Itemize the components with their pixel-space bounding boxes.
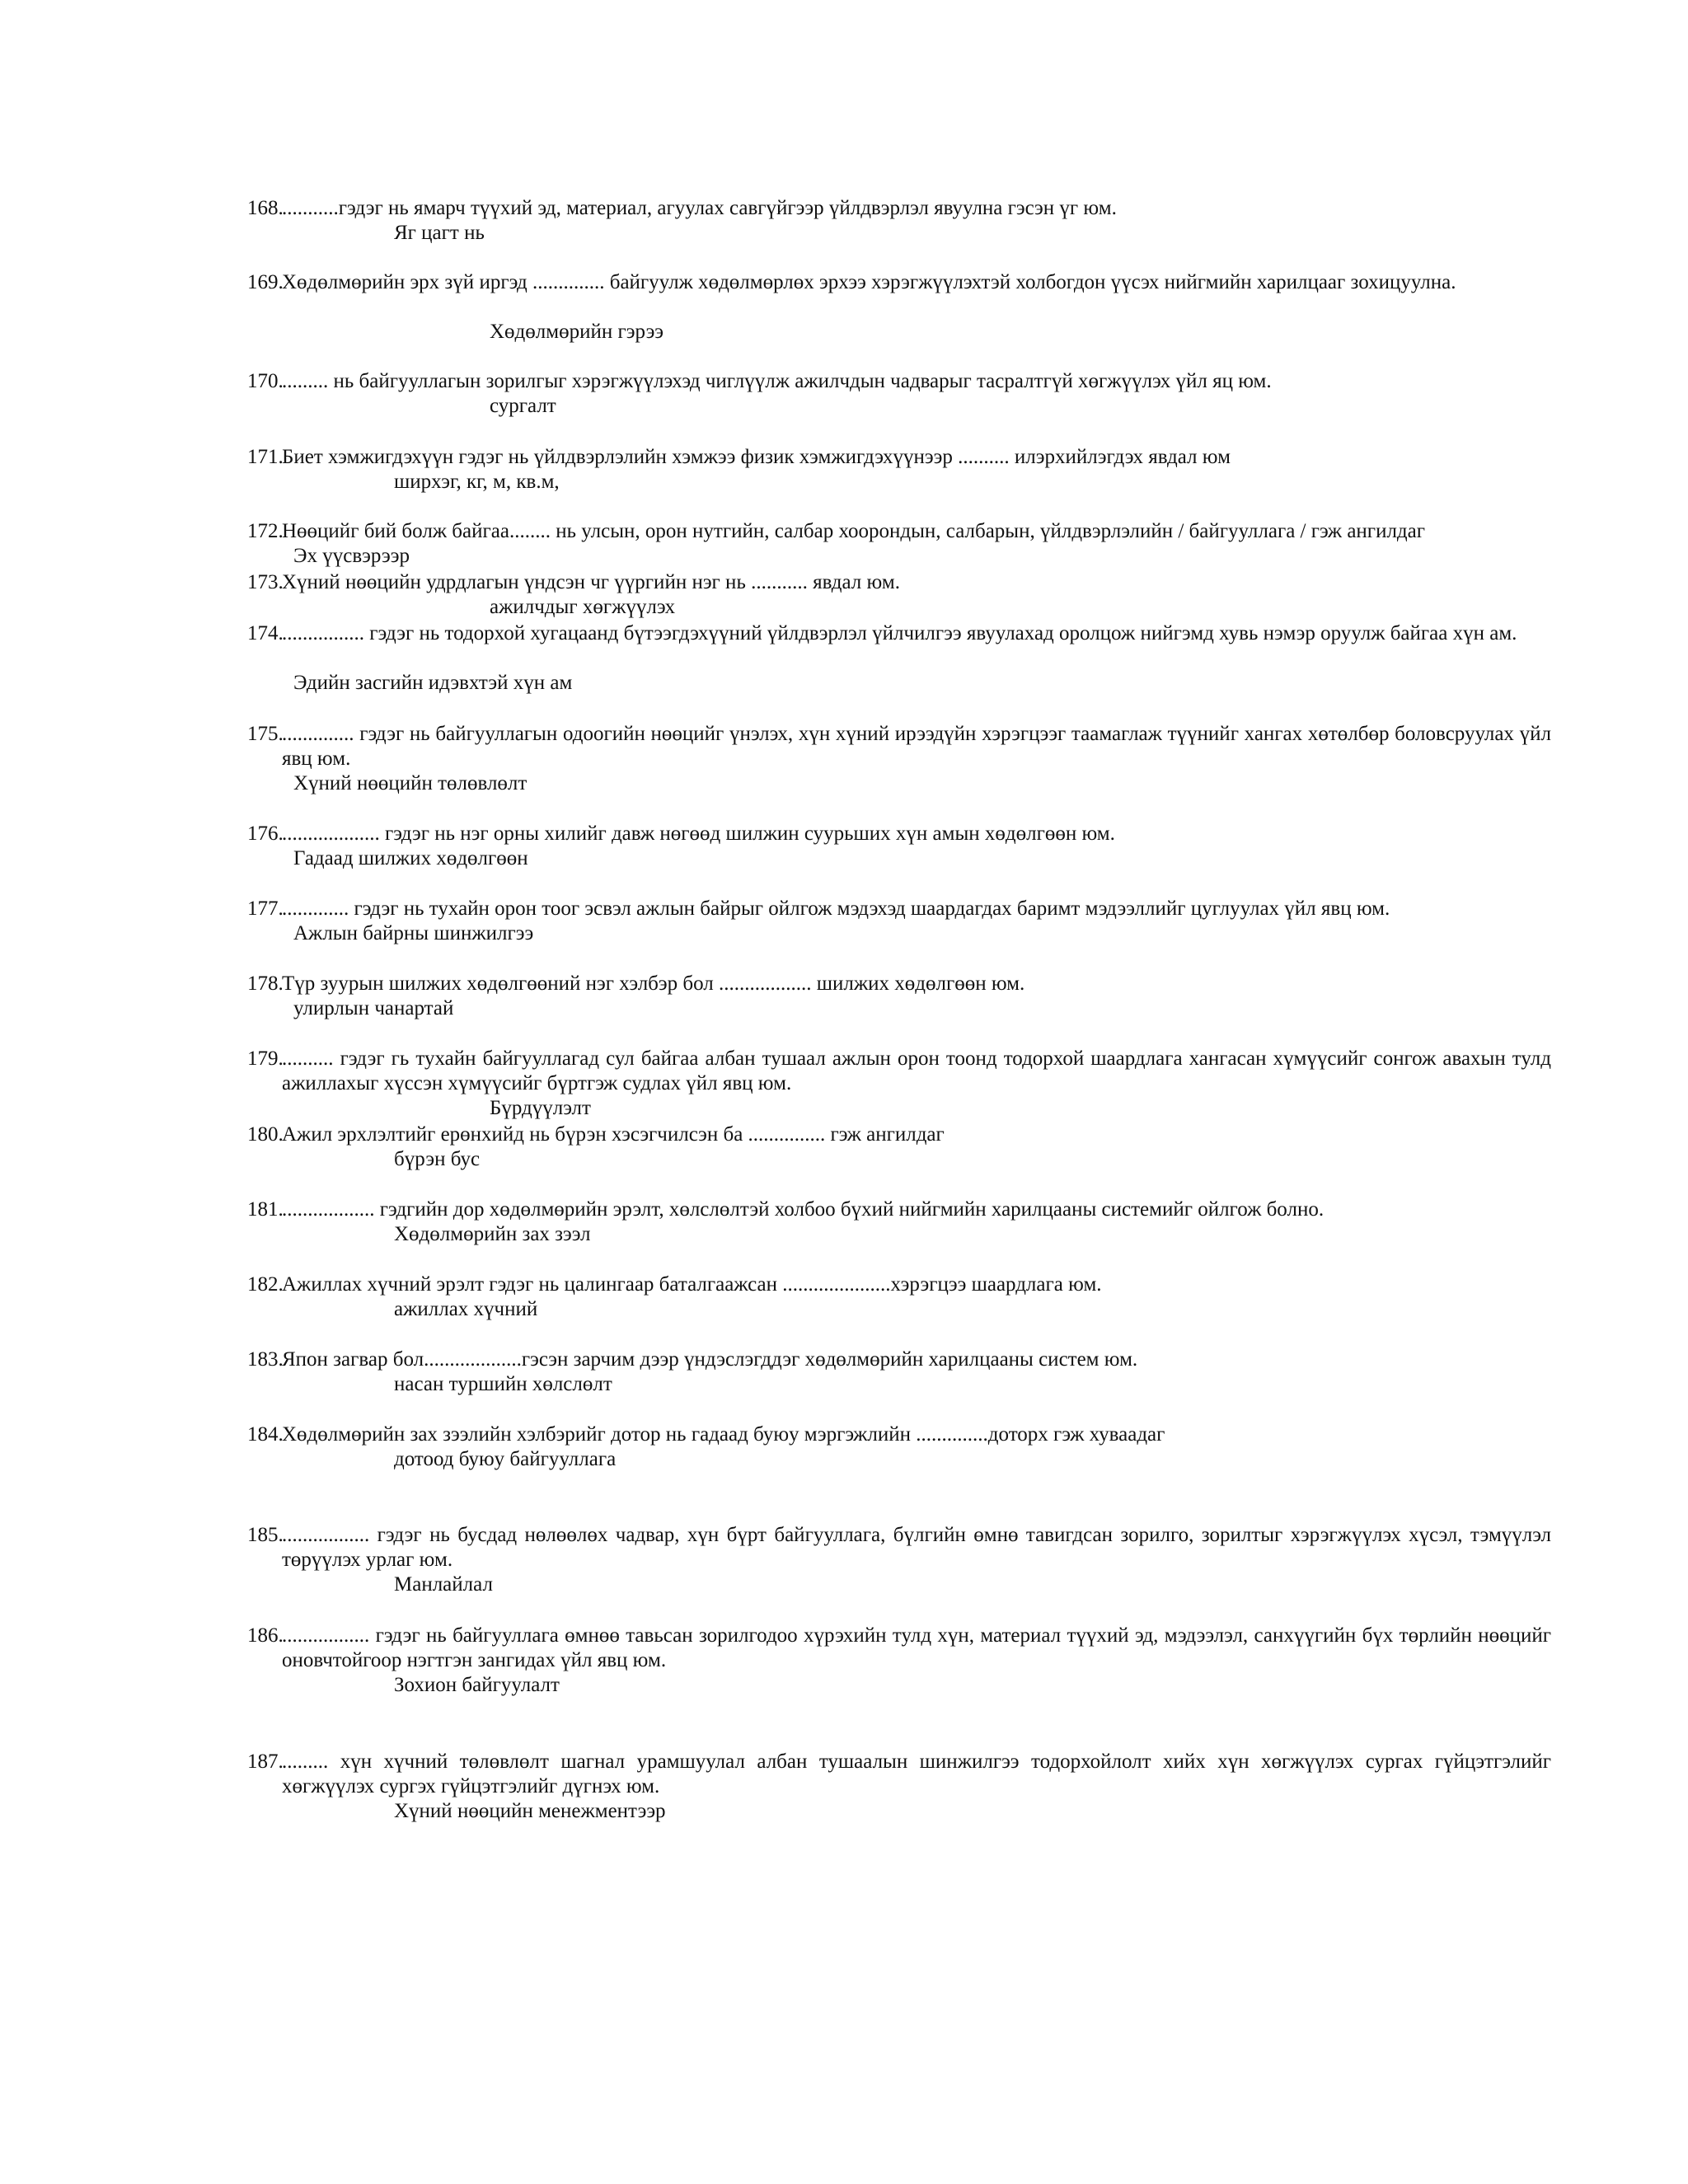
question-body: Ажил эрхлэлтийг ерөнхийд нь бүрэн хэсэгчилсэн ба ............... гэж ангилдаг	[282, 1123, 945, 1146]
question-body: Япон загвар бол...................гэсэн зарчим дээр үндэслэгддэг хөдөлмөрийн харилцааны систем юм.	[282, 1348, 1138, 1371]
question-body: ................. гэдэг нь бусдад нөлөөлөх чадвар, хүн бүрт байгууллага, бүлгийн өмнө тавигдсан зорилго, зорилтыг хэрэгжүүлэх хүсэл, тэмүүлэл төрүүлэх урлаг юм.	[282, 1524, 1551, 1571]
answer-text: дотоод буюу байгууллага	[394, 1448, 617, 1470]
question-body: .................. гэдгийн дор хөдөлмөрийн эрэлт, хөлслөлтэй холбоо бүхий нийгмийн харилцааны системийг ойлгож болно.	[282, 1198, 1325, 1221]
answer-text: Хөдөлмөрийн гэрээ	[490, 321, 664, 343]
question-text	[247, 1422, 1551, 1447]
question-text	[247, 1122, 1551, 1147]
question-text	[247, 621, 1551, 646]
question-body: .............. гэдэг нь байгууллагын одоогийн нөөцийг үнэлэх, хүн хүний ирээдүйн хэрэгцээг таамаглаж түүнийг хангах хөтөлбөр боловсруулах үйл явц юм.	[282, 723, 1551, 770]
question-number: 168.	[247, 197, 284, 219]
question-text	[247, 1523, 1551, 1572]
question-text	[247, 1272, 1551, 1297]
question-text	[247, 1197, 1551, 1222]
question-number: 179.	[247, 1047, 284, 1070]
question-text	[247, 822, 1551, 846]
question-number: 177.	[247, 898, 284, 920]
question-text	[247, 972, 1551, 996]
answer-text: ажилчдыг хөгжүүлэх	[490, 596, 676, 618]
question-body: ......... хүн хүчний төлөвлөлт шагнал урамшуулал албан тушаалын шинжилгээ тодорхойлолт хийх хүн хөгжүүлэх сургах гүйцэтгэлийг хөгжүүлэх сургэх гүйцэтгэлийг дүгнэх юм.	[282, 1750, 1551, 1797]
answer-text: Гадаад шилжих хөдөлгөөн	[293, 847, 528, 869]
question-body: ................. гэдэг нь байгууллага өмнөө тавьсан зорилгодоо хүрэхийн тулд хүн, материал түүхий эд, мэдээлэл, санхүүгийн бүх төрлийн нөөцийг оновчтойгоор нэгтгэн зангидах үйл явц юм.	[282, 1624, 1551, 1671]
question-text	[247, 1347, 1551, 1372]
question-body: Түр зуурын шилжих хөдөлгөөний нэг хэлбэр бол .................. шилжих хөдөлгөөн юм.	[282, 972, 1025, 995]
question-number: 171.	[247, 446, 284, 468]
answer-text: Зохион байгуулалт	[394, 1674, 560, 1696]
answer-text: ажиллах хүчний	[394, 1298, 538, 1320]
question-body: Биет хэмжигдэхүүн гэдэг нь үйлдвэрлэлийн хэмжээ физик хэмжигдэхүүнээр .......... илэрхийлэгдэх явдал юм	[282, 446, 1231, 468]
answer-text: Ажлын байрны шинжилгээ	[293, 922, 534, 944]
question-number: 181.	[247, 1198, 284, 1221]
answer-text: бүрэн бус	[394, 1148, 481, 1170]
answer-text: сургалт	[490, 395, 556, 417]
question-body: ...........гэдэг нь ямарч түүхий эд, материал, агуулах савгүйгээр үйлдвэрлэл явуулна гэсэн үг юм.	[282, 197, 1117, 219]
question-text	[247, 570, 1551, 595]
question-number: 182.	[247, 1273, 284, 1296]
question-body: .......... гэдэг гь тухайн байгууллагад сул байгаа албан тушаал ажлын орон тоонд тодорхой шаардлага хангасан хүмүүсийг сонгож авахын тулд ажиллахыг хүссэн хүмүүсийг бүртгэж судлах үйл явц юм.	[282, 1047, 1551, 1094]
question-body: Хүний нөөцийн удрдлагын үндсэн чг үүргийн нэг нь ........... явдал юм.	[282, 571, 900, 593]
question-text	[247, 519, 1551, 544]
answer-text: Манлайлал	[394, 1573, 493, 1596]
question-text	[247, 1624, 1551, 1673]
question-body: Хөдөлмөрийн зах зээлийн хэлбэрийг дотор нь гадаад буюу мэргэжлийн ..............доторх гэж хуваадаг	[282, 1423, 1165, 1446]
question-text	[247, 897, 1551, 921]
question-number: 174.	[247, 622, 284, 644]
question-number: 169.	[247, 271, 284, 293]
answer-text: Яг цагт нь	[394, 222, 485, 244]
answer-text: Бүрдүүлэлт	[490, 1097, 591, 1119]
question-number: 172.	[247, 520, 284, 542]
question-body: Нөөцийг бий болж байгаа........ нь улсын, орон нутгийн, салбар хоорондын, салбарын, үйлдвэрлэлийн / байгууллага / гэж ангилдаг	[282, 520, 1425, 542]
answer-text: Хөдөлмөрийн зах зээл	[394, 1223, 591, 1245]
question-number: 180.	[247, 1123, 284, 1146]
question-body: ......... нь байгууллагын зорилгыг хэрэгжүүлэхэд чиглүүлж ажилчдын чадварыг тасралтгүй хөгжүүлэх үйл яц юм.	[282, 370, 1272, 392]
question-text	[247, 445, 1551, 470]
question-number: 175.	[247, 723, 284, 745]
question-text	[247, 270, 1551, 295]
answer-text: улирлын чанартай	[293, 997, 454, 1019]
question-body: Ажиллах хүчний эрэлт гэдэг нь цалингаар баталгаажсан .....................хэрэгцээ шаардлага юм.	[282, 1273, 1102, 1296]
question-number: 173.	[247, 571, 284, 593]
question-number: 183.	[247, 1348, 284, 1371]
question-body: ................... гэдэг нь нэг орны хилийг давж нөгөөд шилжин суурьших хүн амын хөдөлгөөн юм.	[282, 823, 1115, 845]
question-number: 178.	[247, 972, 284, 995]
answer-text: Хүний нөөцийн төлөвлөлт	[293, 772, 528, 794]
question-number: 176.	[247, 823, 284, 845]
question-text	[247, 722, 1551, 771]
question-number: 170.	[247, 370, 284, 392]
question-number: 187.	[247, 1750, 284, 1773]
question-number: 185.	[247, 1524, 284, 1546]
question-text	[247, 369, 1551, 394]
question-body: Хөдөлмөрийн эрх зүй иргэд .............. байгуулж хөдөлмөрлөх эрхээ хэрэгжүүлэхтэй холбогдон үүсэх нийгмийн харилцааг зохицуулна.	[282, 271, 1456, 293]
question-text	[247, 1047, 1551, 1096]
question-body: ................ гэдэг нь тодорхой хугацаанд бүтээгдэхүүний үйлдвэрлэл үйлчилгээ явуулахад оролцож нийгэмд хувь нэмэр оруулж байгаа хүн ам.	[282, 622, 1517, 644]
question-number: 184.	[247, 1423, 284, 1446]
answer-text: Хүний нөөцийн менежментээр	[394, 1800, 666, 1822]
answer-text: Эх үүсвэрээр	[293, 545, 410, 567]
answer-text: насан туршийн хөлслөлт	[394, 1373, 612, 1395]
question-text	[247, 1750, 1551, 1799]
question-text	[247, 196, 1551, 221]
answer-text: ширхэг, кг, м, кв.м,	[394, 471, 560, 493]
answer-text: Эдийн засгийн идэвхтэй хүн ам	[293, 672, 573, 694]
question-number: 186.	[247, 1624, 284, 1647]
question-body: ............. гэдэг нь тухайн орон тоог эсвэл ажлын байрыг ойлгож мэдэхэд шаардагдах баримт мэдээллийг цуглуулах үйл явц юм.	[282, 898, 1390, 920]
